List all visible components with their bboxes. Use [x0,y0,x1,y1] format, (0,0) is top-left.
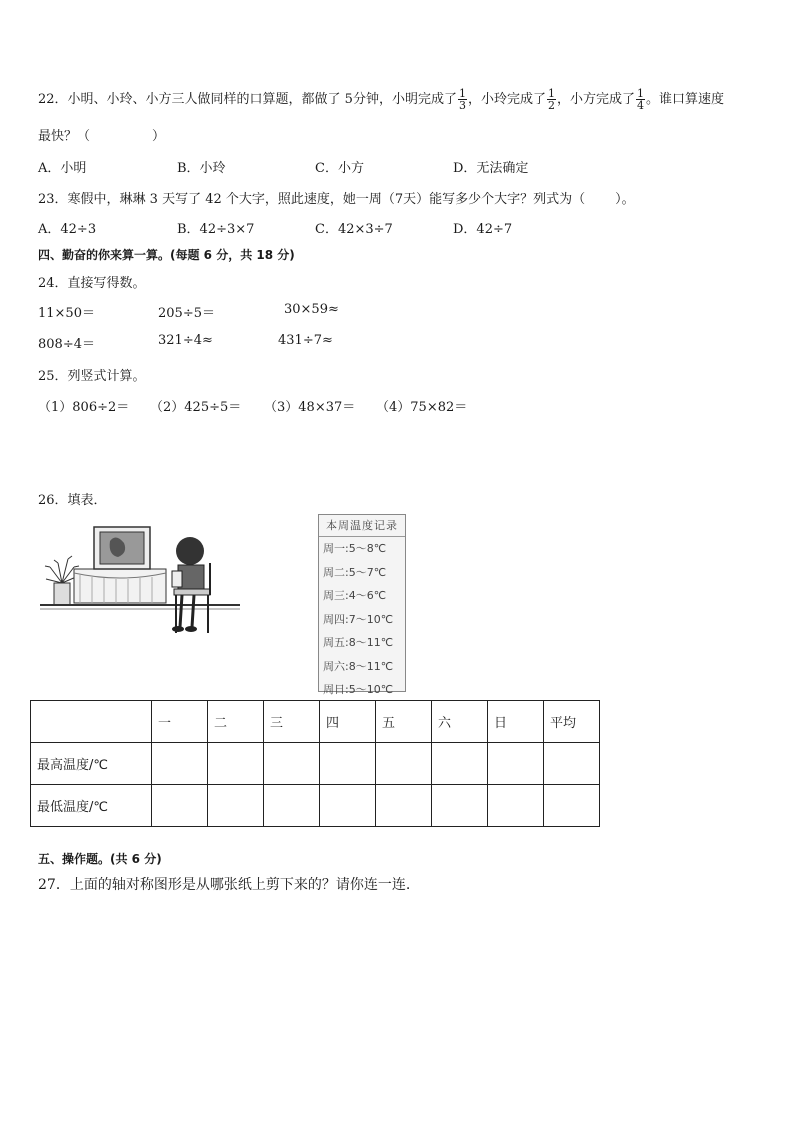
q24-item-1: 11×50＝ [38,306,95,321]
q23-option-c[interactable]: C．42×3÷7 [315,222,393,237]
q23-option-b[interactable]: B．42÷3×7 [177,222,255,237]
temperature-monday: 周一:5～8℃ [323,542,387,555]
temperature-card-title: 本周温度记录 [319,515,405,537]
fraction-one-half: $\frac{1}{2}$ [547,87,555,112]
q25-item-2: （2）425÷5＝ [150,400,242,415]
table-cell[interactable] [320,785,376,827]
weekly-temperature-card [318,514,406,696]
table-cell[interactable] [320,743,376,785]
table-header-sat: 六 [432,701,488,743]
table-cell[interactable] [488,743,544,785]
table-header-fri: 五 [376,701,432,743]
q22-line1 [38,88,724,111]
q23-line [38,188,635,207]
section-4-heading: 四、勤奋的你来算一算。(每题 6 分，共 18 分) [38,248,295,262]
temperature-wednesday: 周三:4～6℃ [323,589,387,602]
q22-mid2: ，小方完成了 [556,92,635,107]
temperature-fill-table [30,700,600,827]
table-header-blank [31,701,152,743]
row-label-max-temp: 最高温度/℃ [31,743,152,785]
q23-end: ）。 [615,192,635,207]
q26-title: 26．填表． [38,493,107,508]
table-header-average: 平均 [544,701,600,743]
q24-item-4: 808÷4＝ [38,337,95,352]
table-cell[interactable] [544,785,600,827]
temperature-sunday: 周日:5～10℃ [323,683,394,696]
q25-item-4: （4）75×82＝ [376,400,468,415]
table-cell[interactable] [208,785,264,827]
child-watching-tv-illustration [40,523,240,637]
q22-option-c[interactable]: C．小方 [315,161,364,176]
table-cell[interactable] [544,743,600,785]
row-label-min-temp: 最低温度/℃ [31,785,152,827]
table-header-sun: 日 [488,701,544,743]
fraction-one-third: $\frac{1}{3}$ [458,87,466,112]
q22-line2 [38,125,165,144]
table-cell[interactable] [376,743,432,785]
table-cell[interactable] [376,785,432,827]
section-5-heading: 五、操作题。(共 6 分) [38,852,162,866]
table-row [31,785,600,827]
table-header-mon: 一 [152,701,208,743]
table-cell[interactable] [488,785,544,827]
q22-mid1: ，小玲完成了 [467,92,546,107]
q22-line2-end: ） [152,129,166,144]
q24-item-3: 30×59≈ [284,302,339,317]
q24-item-2: 205÷5＝ [158,306,215,321]
table-cell[interactable] [208,743,264,785]
q24-title: 24．直接写得数。 [38,276,146,291]
fraction-one-quarter: $\frac{1}{4}$ [636,87,644,112]
q24-item-6: 431÷7≈ [278,333,333,348]
temperature-tuesday: 周二:5～7℃ [323,565,387,579]
q22-suffix: 。谁口算速度 [645,92,724,107]
q22-line2-text: 最快？（ [38,129,91,144]
q22-option-a[interactable]: A．小明 [38,161,87,176]
q22-option-b[interactable]: B．小玲 [177,161,226,176]
table-cell[interactable] [432,743,488,785]
q25-item-3: （3）48×37＝ [264,400,356,415]
temperature-thursday: 周四:7～10℃ [323,612,394,626]
temperature-saturday: 周六:8～11℃ [323,659,394,673]
q24-item-5: 321÷4≈ [158,333,213,348]
table-cell[interactable] [264,785,320,827]
q22-option-d[interactable]: D．无法确定 [453,161,529,176]
q27-text: 27．上面的轴对称图形是从哪张纸上剪下来的？请你连一连. [38,877,411,893]
q23-text: 23．寒假中，琳琳 3 天写了 42 个大字，照此速度，她一周（7天）能写多少个大字？列式为（ [38,192,586,207]
q25-item-1: （1）806÷2＝ [38,400,130,415]
table-header-wed: 三 [264,701,320,743]
temperature-friday: 周五:8～11℃ [323,636,394,649]
q23-option-d[interactable]: D．42÷7 [453,222,513,237]
table-cell[interactable] [152,743,208,785]
table-cell[interactable] [432,785,488,827]
q23-option-a[interactable]: A．42÷3 [38,222,97,237]
table-cell[interactable] [264,743,320,785]
q22-prefix: 22．小明、小玲、小方三人做同样的口算题，都做了 5分钟，小明完成了 [38,92,457,107]
table-header-tue: 二 [208,701,264,743]
table-header-row [31,701,600,743]
table-cell[interactable] [152,785,208,827]
table-row [31,743,600,785]
q25-title: 25．列竖式计算。 [38,369,146,384]
table-header-thu: 四 [320,701,376,743]
